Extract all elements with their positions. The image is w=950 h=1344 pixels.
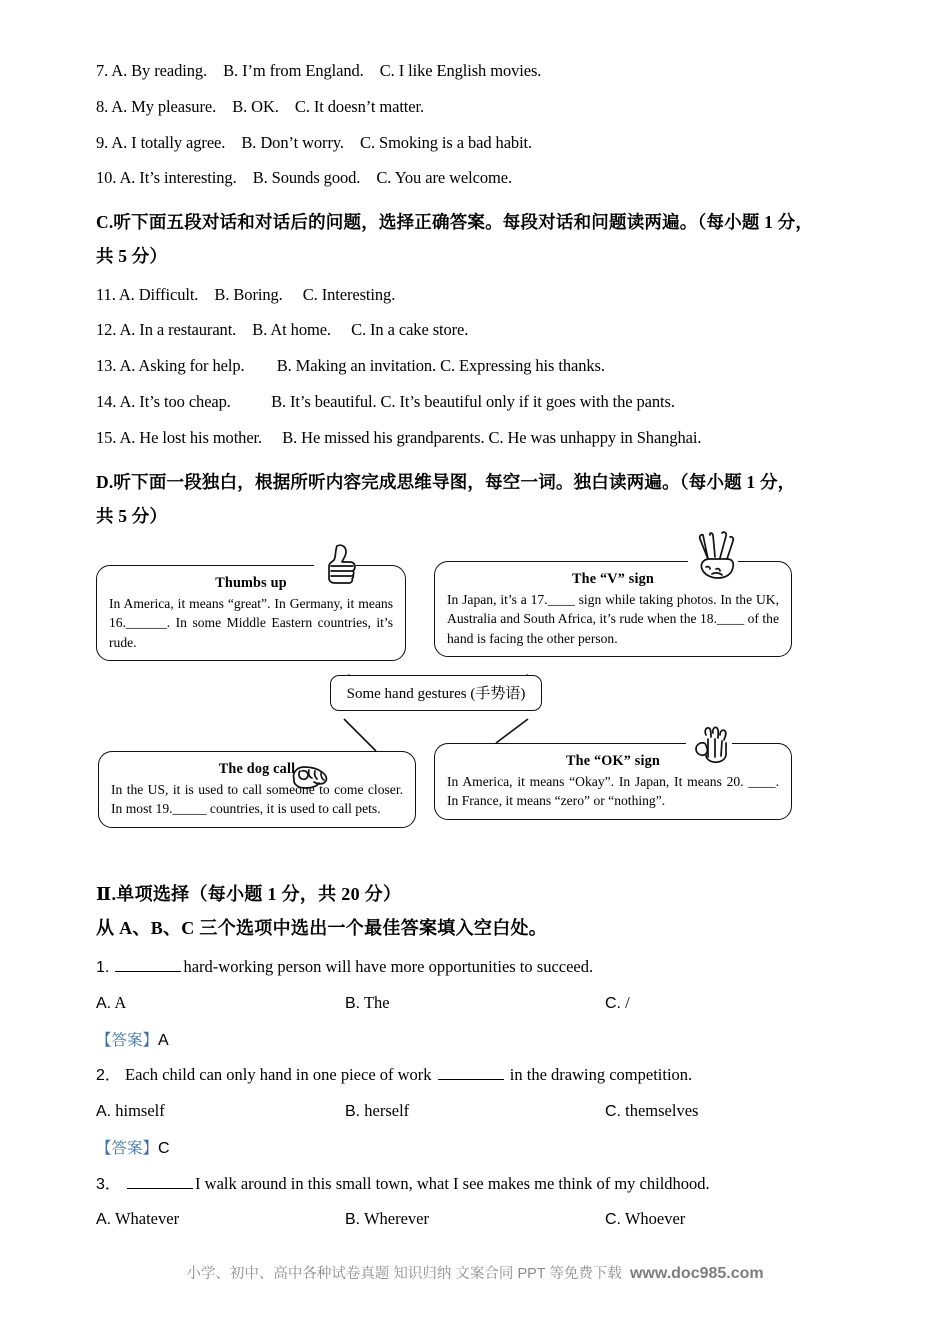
- question-stem-text: I walk around in this small town, what I see makes me think of my childhood.: [195, 1173, 710, 1193]
- option-a[interactable]: [96, 1210, 179, 1229]
- option-row: [96, 1210, 856, 1231]
- option-b[interactable]: [345, 994, 390, 1013]
- option-b[interactable]: [345, 1102, 409, 1121]
- section-ii-instruction: 从 A、B、C 三个选项中选出一个最佳答案填入空白处。: [96, 918, 548, 938]
- option-tag: B.: [345, 994, 361, 1012]
- border-notch: [686, 739, 732, 747]
- question-stem: [96, 1065, 856, 1085]
- question-number: 1.: [96, 959, 110, 977]
- listening-section-c-options: [96, 286, 856, 447]
- option-tag: C.: [605, 994, 621, 1012]
- mindmap-node-v-sign: [434, 561, 792, 657]
- answer-blank: [127, 1174, 193, 1189]
- option-tag: B.: [345, 1102, 361, 1120]
- footer-text: 小学、初中、高中各种试卷真题 知识归纳 文案合同 PPT 等免费下载: [186, 1266, 630, 1282]
- question-stem: [96, 1174, 856, 1194]
- footer-url: www.doc985.com: [629, 1265, 764, 1282]
- section-d-heading: [96, 465, 856, 533]
- listening-item-9: 9. A. I totally agree. B. Don’t worry. C. Smoking is a bad habit.: [96, 132, 533, 152]
- mindmap-node-dog-call: [98, 751, 416, 828]
- mindmap-center-node: [330, 675, 542, 711]
- listening-item-13: 13. A. Asking for help. B. Making an invitation. C. Expressing his thanks.: [96, 356, 605, 376]
- section-d-heading-line2: 共 5 分）: [96, 505, 168, 526]
- answer-label: 【答案】: [96, 1139, 159, 1157]
- option-tag: A.: [96, 1211, 112, 1229]
- answer-line: [96, 1032, 856, 1050]
- option-tag: A.: [96, 1102, 112, 1120]
- question-stem: [96, 957, 856, 977]
- mindmap-node-body: In the US, it is used to call someone to come closer. In most 19._____ countries, it is used to call pets.: [111, 781, 403, 817]
- option-b[interactable]: [345, 1210, 429, 1229]
- section-c-heading-line1: C.听下面五段对话和对话后的问题，选择正确答案。每段对话和问题读两遍。（每小题 1 分，: [96, 212, 814, 233]
- option-text: The: [363, 992, 390, 1012]
- option-text: herself: [364, 1100, 410, 1120]
- question-1: [96, 957, 856, 1049]
- option-tag: C.: [605, 1102, 621, 1120]
- mindmap-node-title: Thumbs up: [215, 574, 287, 591]
- listening-item-14: 14. A. It’s too cheap. B. It’s beautiful. C. It’s beautiful only if it goes with the pants.: [96, 391, 675, 411]
- footer-watermark: [0, 1262, 950, 1283]
- section-ii-heading: Ⅱ.单项选择（每小题 1 分，共 20 分）: [96, 883, 402, 904]
- section-c-heading-line2: 共 5 分）: [96, 246, 168, 267]
- listening-item-12: 12. A. In a restaurant. B. At home. C. In a cake store.: [96, 320, 469, 340]
- mindmap-center-label: Some hand gestures (手势语): [346, 685, 526, 702]
- option-tag: A.: [96, 994, 112, 1012]
- border-notch: [314, 561, 356, 569]
- mindmap-node-body: In Japan, it’s a 17.____ sign while taking photos. In the UK, Australia and South Africa, it’s rude when the 18.____ of the hand is facing the other person.: [447, 591, 779, 646]
- option-c[interactable]: [605, 1210, 685, 1229]
- listening-item-10: 10. A. It’s interesting. B. Sounds good. C. You are welcome.: [96, 168, 512, 188]
- question-3: [96, 1174, 856, 1232]
- option-row: [96, 1102, 856, 1123]
- section-ii: [96, 877, 856, 945]
- listening-item-11: 11. A. Difficult. B. Boring. C. Interesting.: [96, 284, 396, 304]
- border-notch: [688, 557, 738, 565]
- answer-blank: [438, 1065, 504, 1080]
- answer-blank: [115, 957, 181, 972]
- question-2: [96, 1065, 856, 1157]
- mindmap-node-title: The “OK” sign: [565, 752, 661, 769]
- section-d-heading-line1: D.听下面一段独白，根据所听内容完成思维导图，每空一词。独白读两遍。（每小题 1 分，: [96, 471, 796, 492]
- option-text: Wherever: [363, 1209, 429, 1229]
- option-c[interactable]: [605, 1102, 698, 1121]
- mindmap-node-thumbs-up: [96, 565, 406, 661]
- question-stem-text: hard-working person will have more opportunities to succeed.: [183, 957, 594, 977]
- option-a[interactable]: [96, 1102, 165, 1121]
- option-tag: B.: [345, 1211, 361, 1229]
- question-stem-text-after: in the drawing competition.: [509, 1065, 693, 1085]
- answer-value: C: [158, 1139, 170, 1157]
- listening-item-7: 7. A. By reading. B. I’m from England. C. I like English movies.: [96, 61, 542, 80]
- question-number: 3．: [96, 1175, 121, 1193]
- listening-section-b-options: [96, 62, 856, 187]
- section-c-heading: [96, 205, 856, 273]
- option-text: Whoever: [624, 1209, 686, 1229]
- option-tag: C.: [605, 1211, 621, 1229]
- hand-gestures-mindmap: [96, 543, 856, 863]
- mindmap-node-body: In America, it means “Okay”. In Japan, It means 20. ____. In France, it means “zero” or “nothing”.: [447, 773, 779, 809]
- option-a[interactable]: [96, 994, 126, 1013]
- option-text: Whatever: [114, 1209, 180, 1229]
- mindmap-node-body: In America, it means “great”. In Germany, it means 16.______. In some Middle Eastern countries, it’s rude.: [109, 595, 393, 650]
- mindmap-node-ok-sign: [434, 743, 792, 820]
- option-text: A: [114, 992, 127, 1012]
- answer-line: [96, 1140, 856, 1158]
- listening-item-8: 8. A. My pleasure. B. OK. C. It doesn’t matter.: [96, 96, 425, 116]
- option-text: /: [625, 992, 630, 1012]
- option-text: himself: [115, 1100, 165, 1120]
- option-row: [96, 994, 856, 1015]
- answer-label: 【答案】: [96, 1031, 159, 1049]
- mindmap-node-title: The dog call: [218, 760, 296, 777]
- option-c[interactable]: [605, 994, 630, 1013]
- answer-value: A: [158, 1031, 169, 1049]
- mindmap-node-title: The “V” sign: [571, 570, 655, 587]
- page-content: [96, 62, 856, 1248]
- question-stem-text-before: Each child can only hand in one piece of work: [125, 1065, 432, 1085]
- question-number: 2．: [96, 1067, 121, 1085]
- listening-item-15: 15. A. He lost his mother. B. He missed his grandparents. C. He was unhappy in Shanghai.: [96, 427, 702, 447]
- option-text: themselves: [625, 1100, 699, 1120]
